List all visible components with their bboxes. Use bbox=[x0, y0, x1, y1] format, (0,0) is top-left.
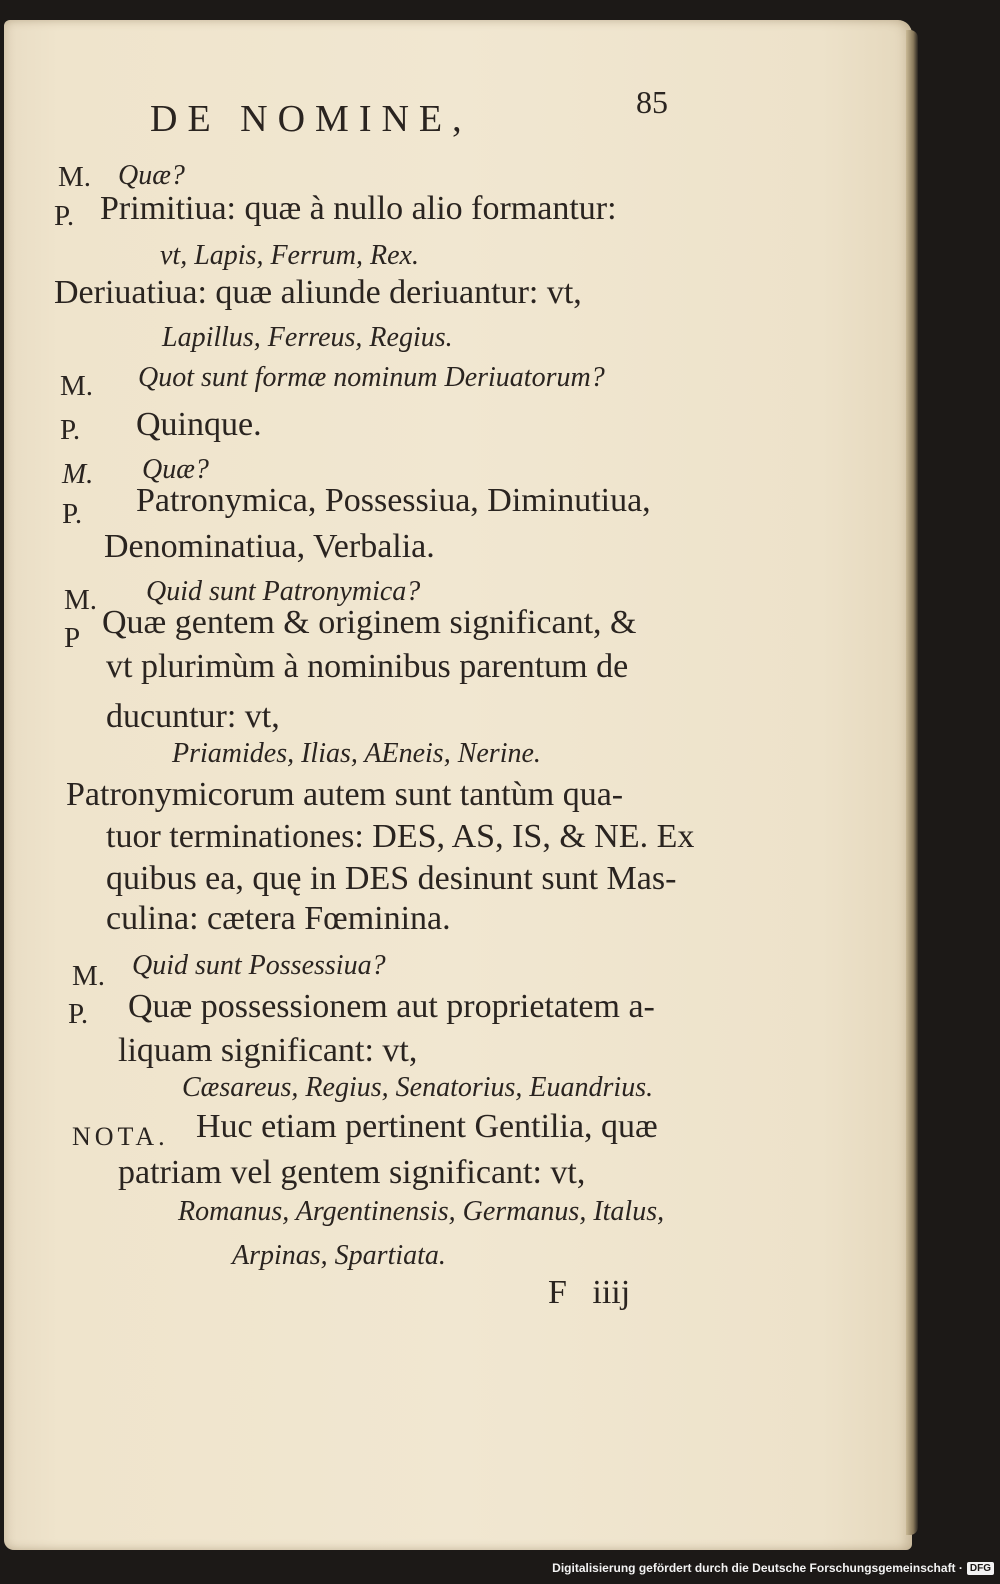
question-line: Quid sunt Patronymica? bbox=[146, 576, 421, 607]
text-line: Patronymica, Possessiua, Diminutiua, bbox=[136, 482, 651, 519]
speaker-label: P. bbox=[62, 498, 83, 530]
question-line: Quot sunt formæ nominum Deriuatorum? bbox=[138, 362, 605, 393]
footer-credit bbox=[552, 1556, 994, 1580]
page-number: 85 bbox=[636, 84, 668, 120]
text-line: Patronymicorum autem sunt tantùm qua- bbox=[66, 776, 624, 813]
text-line: Primitiua: quæ à nullo alio formantur: bbox=[100, 190, 617, 227]
text-line: tuor terminationes: DES, AS, IS, & NE. Ex bbox=[106, 818, 695, 855]
text-line: Quæ possessionem aut proprietatem a- bbox=[128, 988, 655, 1025]
text-line: Quinque. bbox=[136, 406, 262, 443]
question-line: Quid sunt Possessiua? bbox=[132, 950, 386, 981]
speaker-label: M. bbox=[58, 161, 92, 193]
text-line: Deriuatiua: quæ aliunde deriuantur: vt, bbox=[54, 274, 582, 311]
example-line: Priamides, Ilias, AEneis, Nerine. bbox=[172, 738, 541, 769]
example-line: Arpinas, Spartiata. bbox=[232, 1240, 446, 1271]
text-line: liquam significant: vt, bbox=[118, 1032, 418, 1069]
footer-credit-text: Digitalisierung gefördert durch die Deutsche Forschungsgemeinschaft · bbox=[552, 1561, 963, 1575]
text-line: quibus ea, quę in DES desinunt sunt Mas- bbox=[106, 860, 677, 897]
speaker-label: M. bbox=[62, 458, 94, 490]
question-line: Quæ? bbox=[142, 454, 209, 485]
page-edge bbox=[906, 30, 918, 1535]
nota-label: NOTA. bbox=[72, 1122, 169, 1151]
speaker-label: M. bbox=[72, 960, 106, 992]
text-line: patriam vel gentem significant: vt, bbox=[118, 1154, 586, 1191]
speaker-label: P. bbox=[68, 998, 89, 1030]
speaker-label: M. bbox=[60, 370, 94, 402]
example-line: Romanus, Argentinensis, Germanus, Italus, bbox=[178, 1196, 665, 1227]
text-line: vt plurimùm à nominibus parentum de bbox=[106, 648, 629, 685]
example-line: Cæsareus, Regius, Senatorius, Euandrius. bbox=[182, 1072, 654, 1103]
signature-mark: F iiij bbox=[548, 1274, 631, 1311]
text-line: Quæ gentem & originem significant, & bbox=[102, 604, 637, 641]
speaker-label: M. bbox=[64, 584, 98, 616]
text-line: ducuntur: vt, bbox=[106, 698, 280, 735]
dfg-logo: DFG bbox=[967, 1562, 994, 1575]
example-line: vt, Lapis, Ferrum, Rex. bbox=[160, 240, 419, 271]
speaker-label: P bbox=[64, 622, 81, 654]
running-title: DE NOMINE, bbox=[150, 98, 472, 140]
example-line: Lapillus, Ferreus, Regius. bbox=[162, 322, 453, 353]
speaker-label: P. bbox=[60, 414, 81, 446]
text-line: Huc etiam pertinent Gentilia, quæ bbox=[196, 1108, 658, 1145]
text-line: Denominatiua, Verbalia. bbox=[104, 528, 435, 565]
text-line: culina: cætera Fœminina. bbox=[106, 900, 451, 937]
speaker-label: P. bbox=[54, 200, 75, 232]
question-line: Quæ? bbox=[118, 160, 185, 191]
